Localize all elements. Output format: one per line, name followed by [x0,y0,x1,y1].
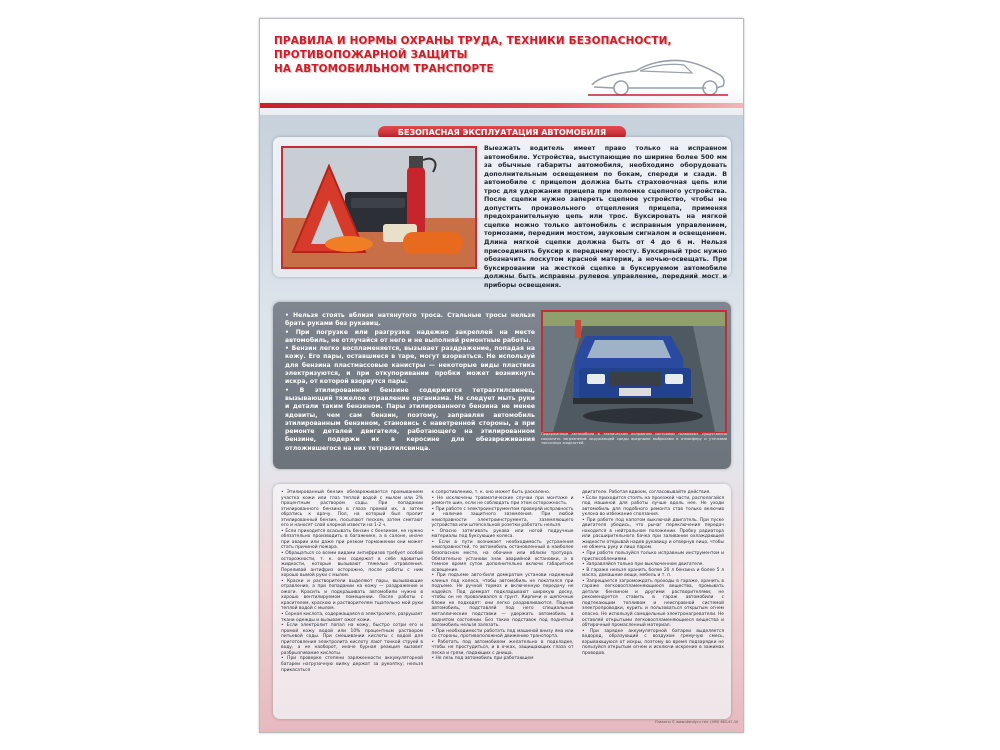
rule-paragraph: • Краски и растворители выделяют пары, вызывающие отравление, а при попадании на кожу — раздражение и ожоги. Красить и подкрашивать автомобили нужно в хорошо вентилируемом помещении. После работы с красителем, краскою и растворителем тщательно мой руки теплой водой с мылом. [281,578,423,612]
rule-paragraph: • При работе пользуйся только исправным инструментом и приспособлениями. [582,551,724,562]
safety-poster [259,18,744,733]
section-title: БЕЗОПАСНАЯ ЭКСПЛУАТАЦИЯ АВТОМОБИЛЯ [378,126,626,140]
title-line-3: НА АВТОМОБИЛЬНОМ ТРАНСПОРТЕ [274,63,494,75]
poster-title [274,34,672,76]
rule-paragraph: • Серная кислота, содержащаяся в электролите, разрушает ткани одежды и вызывает ожог кожи. [281,612,423,623]
rule-paragraph: • Обращаться со всеми видами антифризов требует особой осторожности, т. к. они содержат в себе ядовитые жидкости, которые вызывают тяжелые отравления. Переливай антифриз осторожно, после работы с ним хорошо вымой руки с мылом. [281,551,423,579]
rule-paragraph: • При работе под капотом выключай двигатель. При пуске двигателя убедись, что рычаг переключения передач находится в нейтральном положении. Пробку радиатора или расширительного бачка при заливании охлаждающей жидкости открывай надев рукавицу и отвернув лицо, чтобы не обжечь руку и лицо паром. [582,517,724,551]
rule-paragraph: • Работать под автомобилем желательно в подкладке, чтобы не простудиться, и в очках, защищающих глаза от песка и грязи, падающих с днища. [431,639,574,656]
poster-header [260,19,743,115]
hazard-paragraph: • Бензин легко воспламеняется, вызывает раздражение, попадая на кожу. Его пары, оставшиеся в таре, могут взорваться. Не используй для бензина пластмассовые канистры — некоторые виды пластика электризуются, и при откупоривании пробки может возникнуть искра, от которой взорвутся пары. [285,345,535,386]
blue-car-photo [541,310,727,434]
rule-paragraph: • При необходимости работать под машиной внизу яма или со стороны, противоположной движению транспорта. [431,628,574,640]
rule-paragraph: • При проверке степени заряженности аккумуляторной батареи нагрузочную вилку держат за рукоятку; нельзя прикасаться [281,656,423,673]
rules-columns [281,490,724,673]
rule-paragraph: • Запрещается загромождать проходы в гараже, хранить в гараже легковоспламеняющиеся вещества, промывать детали бензином и другими растворителями; не рекомендуется ставить в гараж автомобили с подтекающим топливом и неисправной системой электропроводки, курить и пользоваться открытым огнем опасно. Не используй самодельные электронагреватели. Не оставляй открытыми легковоспламеняющиеся вещества и обтирочный промасленный материал. [582,578,724,629]
rule-paragraph: • Заправляйся только при выключенном двигателе. [582,562,704,568]
title-line-2: ПРОТИВОПОЖАРНОЙ ЗАЩИТЫ [274,49,468,61]
rule-paragraph: • В гараже нельзя хранить более 20 л бензина и более 5 л масла, домашние вещи, мебель и т. п. [582,567,724,579]
rule-paragraph: • Если приходится стоять на проезжей части, располагайся под машиной для работы лучше вдоль нее. Не уходи автомобиль для подобного ремонта став только включив уклона во избежание сползания. [582,495,724,518]
hazards-panel [273,302,731,469]
rule-paragraph: • Если в пути возникает необходимость устранения неисправностей, то автомобиль остановленный в наиболее безопасном месте, на обочине или вблизи тротуара. Обязательно установи знак аварийной остановки, а в темное время суток дополнительно включи габаритное освещение. [431,539,574,573]
hazard-paragraph: • Нельзя стоять вблизи натянутого троса. Стальные тросы нельзя брать руками без рукавиц. [285,312,535,328]
hazard-paragraph: • При погрузке или разгрузке надежно закреплей на месте автомобиль, не отлучайся от него и не выполняй ремонтные работы. [285,328,535,344]
rule-paragraph: двигателе. Работая вдвоем, согласовывайте действия. [582,490,711,495]
rule-paragraph: • При зарядке аккумуляторной батареи выделяется водород, образующий с воздухом гремучую смесь, взрывающуюся от искры, поэтому во время подзарядки не пользуйся открытым огнем и исключи искрение в зажимах проводов. [582,628,724,656]
rule-paragraph: • При работе с электроинструментом проверяй исправность и наличие защитного заземления. При любой неисправности электроинструмента, заземляющего устройства или штепсельной розетки работать нельзя. [431,506,574,529]
safety-kit-photo [281,146,477,269]
rule-paragraph: • Не исключены травматические случаи при монтаже и ремонте шин, если не соблюдать при этом осторожность. [431,495,574,507]
rules-column-3 [582,490,724,673]
title-line-1: ПРАВИЛА И НОРМЫ ОХРАНЫ ТРУДА, ТЕХНИКИ БЕЗОПАСНОСТИ, [274,35,672,47]
vehicle-equipment-panel [273,137,731,289]
photo-caption: Подержанные автомобили в техническом исправном состоянии позволяют существенно сократить загрязнение окружающей среды вредными выбросами в атмосферу и утечками токсичных жидкостей. [541,432,727,446]
rule-paragraph: • Опасно затягивать рукава или ногой подручные материалы под буксующие колеса. [431,528,574,540]
rule-paragraph: • Не лезь под автомобиль при работающем [431,656,534,662]
sports-car-icon [588,51,728,99]
hazard-paragraph: • В этилированном бензине содержится тетраэтилсвинец, вызывающий тяжелое отравление организма. Не следует мыть руки и детали таким бензином. Пары этилированного бензина не менее ядовиты, чем сам бензин, поэтому, заправляя автомобиль этилированным бензином, становись с наветренной стороны, а при ремонте деталей двигателя, работающего на этилированном бензине, подержи их в керосине для обезвреживания отложившегося на них тетраэтилсвинца. [285,386,535,452]
rule-paragraph: • Этилированный бензин обезвреживается промыванием участка кожи или глаз теплой водой с мылом или 2% процентным раствором соды. При попадании этилированного бензина в глаза промой их, а затем обратись к врачу. Пол, на который был пролит этилированный бензин, посыпают песком, затем сметают его и наносят слой хлорной извести на 1-2 ч. [281,490,423,529]
header-red-stripe [260,103,743,108]
rule-paragraph: • При подъеме авто-биля домкратом установи надежный клинья под колеса, чтобы автомобиль не покатился при подъеме. Не ручной тормоз и включенную передачу не надейся. Под домкрат подкладывают широкую доску, чтобы он не проваливался в грунт. Кирпичи и щепочные блоки не подходят: они легко раздавливаются. Подняв автомобиль, подставляй под него специальные металлические подставки — удержать автомобиль в поднятом состоянии. Без таких подставок под поднятый автомобиль нельзя залезать. [431,573,574,629]
rules-column-1 [281,490,423,673]
rules-column-2 [432,490,574,673]
rule-paragraph: к сопротивлению, т. к. оно может быть раскалено. [431,490,551,495]
hazards-text [285,312,535,453]
rule-paragraph: • Если электролит попал на кожу, быстро сотри его и промой кожу водой или 10% процентным раствором питьевой соды. При смешивании кислоты с водой для приготовления электролита кислоту лают тонкой струей в воду, а не наоборот, иначе бурная реакция вызовет разбрызгивание кислоты. [281,623,423,656]
vehicle-rules-text: Выезжать водитель имеет право только на исправном автомобиле. Устройства, выступающие по ширине более 500 мм за обычные габариты автомобиля, необходимо оборудовать дополнительным освещением по бокам, спереди и сзади. В автомобиле с прицепом должна быть страховочная цепь или трос для удержания прицепа при поломке сцепного устройства. После сцепки нужно запереть сцепное устройство, чтобы не допустить произвольного отцепления прицепа, применяя предохранительную цепь или трос. Буксировать на мягкой сцепке можно только автомобиль с исправным управлением, тормозами, передним мостом, звуковым сигналом и освещением. Длина мягкой сцепки должна быть от 4 до 6 м. Нельзя присоединять буксир к переднему мосту. Буксирный трос нужно обозначить лоскутом красной материи, а ночью-освещать. При буксировании на жесткой сцепке в буксируемом автомобиле должны быть исправны рулевое управление, передний мост и приборы освещения. [484,145,727,289]
rule-paragraph: • Если приходится всасывать бензин с бензином, не нужно обязательно производить в багажнике, а в салоне, иначе при аварии или даже при резком торможении они может стать причиной пожара. [281,528,423,551]
safety-rules-panel [273,484,731,719]
publisher-footer: Плакаты © www.stendy.ru тел. (495) 663-47-30 [654,720,738,724]
